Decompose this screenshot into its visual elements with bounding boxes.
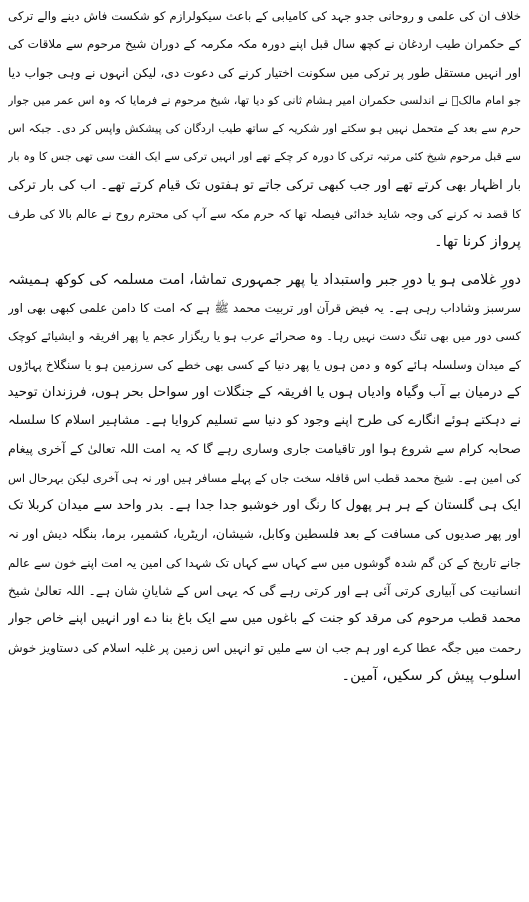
text-line: اور پھر صدیوں کی مسافت کے بعد فلسطین وکابل، شیشان، اریٹریا، کشمیر، برما، بنگلہ دیش اور نہ [8, 526, 521, 542]
article-text [8, 2, 521, 690]
text-line: ایک ہی گلستان کے ہر ہر پھول کا رنگ اور خوشبو جدا جدا ہے۔ بدر واحد سے میدان کربلا تک [8, 498, 521, 514]
text-line: کسی دور میں بھی تنگ دست نہیں رہا۔ وہ صحرائے عرب ہو یا ریگزار عجم یا پھر افریقہ و ایشیائے کوچک [8, 329, 521, 344]
text-line: پرواز کرنا تھا۔ [434, 233, 521, 251]
text-line: خلاف ان کی علمی و روحانی جدو جہد کی کامیابی کے باعث سیکولرازم کو شکست فاش دینے والے ترکی [8, 9, 521, 23]
text-line: کی امین ہے۔ شیخ محمد قطب اس قافلہ سخت جاں کے پہلے مسافر ہیں اور نہ ہی آخری لیکن بہرحال اس [8, 470, 521, 485]
text-line: سرسبز وشاداب رہی ہے۔ یہ فیض قرآن اور تربیت محمد ﷺ ہے کہ امت کا دامن علمی کبھی بھی اور [8, 300, 521, 315]
text-line: رحمت میں جگہ عطا کرے اور ہم جب ان سے ملیں تو انہیں اس زمین پر غلبہ اسلام کی دستاویز خوش [8, 640, 521, 655]
paragraph-1 [8, 2, 521, 257]
text-line: حرم سے بعد کے متحمل نہیں ہو سکتے اور شکریہ کے ساتھ طیب اردگان کی پیشکش واپس کر دی۔ جبکہ اس [8, 122, 521, 136]
text-line: جانے تاریخ کے کن گم شدہ گوشوں میں سے کہاں سے کہاں تک شہدا کی امین یہ امت اپنے خون سے عالم [8, 555, 521, 570]
text-line: کے حکمران طیب اردغان نے کچھ سال قبل اپنے دورہ مکہ مکرمہ کے دوران شیخ مرحوم سے ملاقات کی [8, 37, 521, 52]
paragraph-2 [8, 266, 521, 690]
text-line: سے قبل مرحوم شیخ کئی مرتبہ ترکی کا دورہ کر چکے تھے اور انہیں ترکی سے ایک الفت سی تھی جس کا وہ بار [8, 150, 521, 164]
text-line: کے درمیان بے آب وگیاہ وادیاں ہوں یا افریقہ کے جنگلات اور سواحل بحر ہوں، فرزندان توحید [8, 384, 521, 400]
text-line: صحابہ کرام سے شروع ہوا اور تاقیامت جاری وساری رہے گا کہ یہ امت اللہ تعالیٰ کے آخری پیغام [8, 441, 521, 457]
text-line: بار اظہار بھی کرتے تھے اور جب کبھی ترکی جاتے تو ہفتوں تک قیام کرتے تھے۔ اب کی بار ترکی [8, 177, 521, 193]
text-line: اسلوب پیش کر سکیں، آمین۔ [341, 666, 521, 684]
text-line: محمد قطب مرحوم کی مرقد کو جنت کے باغوں میں سے ایک باغ بنا دے اور انہیں اپنے خاص جوار [8, 611, 521, 627]
text-line: دورِ غلامی ہو یا دورِ جبر واستبداد یا پھر جمہوری تماشا، امت مسلمہ کی کوکھ ہمیشہ [8, 271, 521, 288]
text-line: کا قصد نہ کرنے کی وجہ شاید خدائی فیصلہ تھا کہ حرم مکہ سے آپ کی محترم روح نے عالم بالا کی طرف [8, 207, 521, 222]
text-line: اور انہیں مستقل طور پر ترکی میں سکونت اختیار کرنے کی دعوت دی، لیکن انہوں نے وہی جواب دیا [8, 65, 521, 80]
text-line: انسانیت کی آبیاری کرتی آئی ہے اور کرتی رہے گی کہ یہی اس کے شایانِ شان ہے۔ اللہ تعالیٰ شیخ [8, 582, 521, 598]
text-line: کے میدان وسلسلہ ہائے کوہ و دمن ہوں یا پھر دنیا کے کسی بھی خطے کی سرزمین ہو یا سنگلاخ پہاڑوں [8, 357, 521, 372]
text-line: جو امام مالکؒ نے اندلسی حکمران امیر ہشام ثانی کو دیا تھا، شیخ مرحوم نے فرمایا کہ وہ اس عمر میں جوار [8, 93, 521, 107]
text-line: نے دہکتے ہوئے انگارے کی طرح اپنے وجود کو دنیا سے تسلیم کروایا ہے۔ مشاہیر اسلام کا سلسلہ [8, 413, 521, 429]
